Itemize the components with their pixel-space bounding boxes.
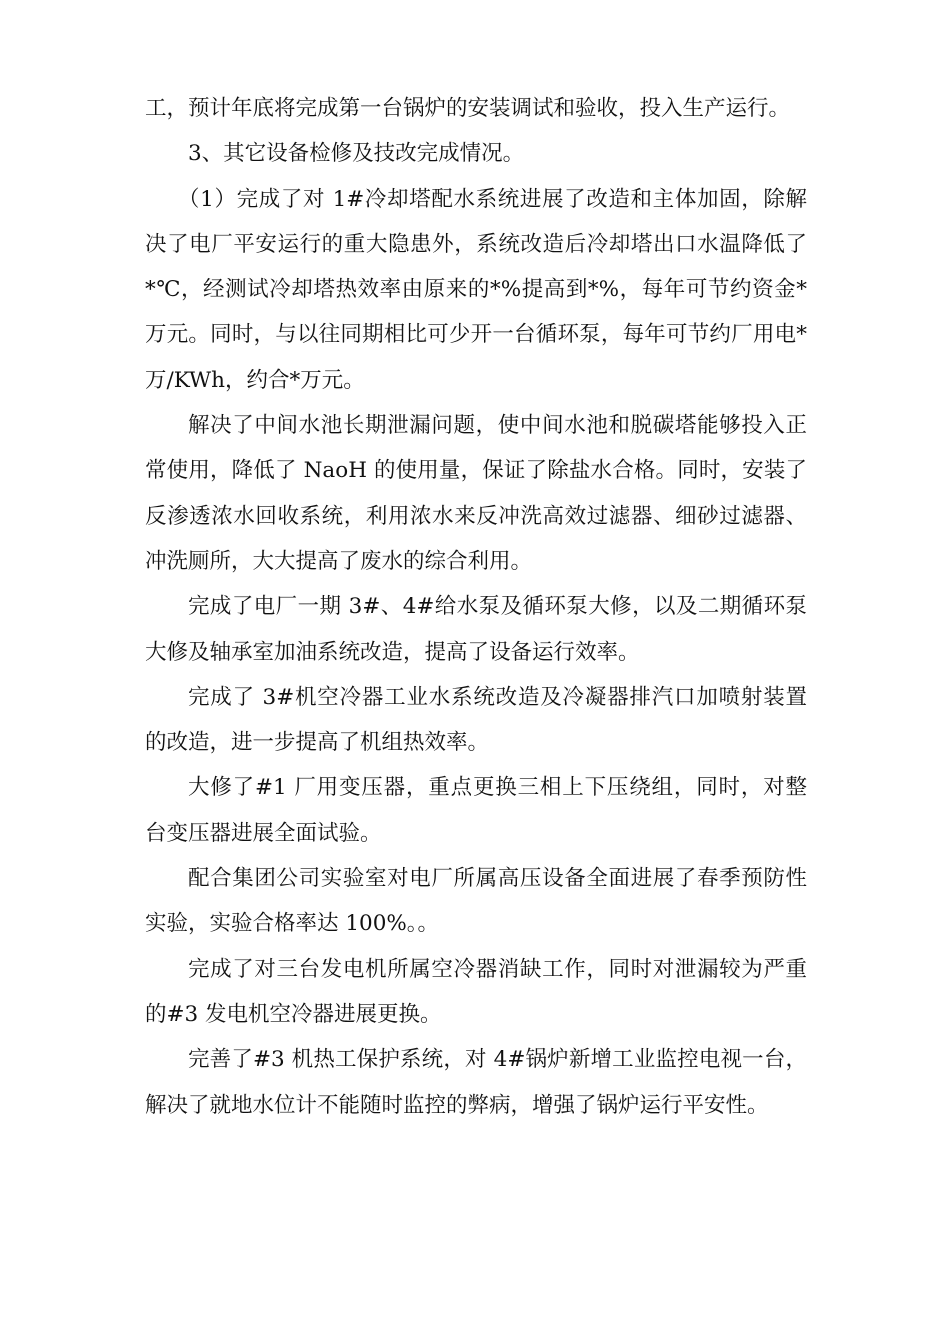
paragraph-boiler-monitoring: 完善了#3 机热工保护系统，对 4#锅炉新增工业监控电视一台，解决了就地水位计不能随时监控的弊病，增强了锅炉运行平安性。: [145, 1047, 807, 1118]
paragraph-water-pool: 解决了中间水池长期泄漏问题，使中间水池和脱碳塔能够投入正常使用，降低了 NaoH 的使用量，保证了除盐水合格。同时，安装了反渗透浓水回收系统，利用浓水来反冲洗高效过滤器、细砂过滤器、冲洗厕所，大大提高了废水的综合利用。: [145, 413, 807, 574]
paragraph-pump-overhaul: 完成了电厂一期 3#、4#给水泵及循环泵大修，以及二期循环泵大修及轴承室加油系统改造，提高了设备运行效率。: [145, 594, 807, 665]
paragraph-transformer: 大修了#1 厂用变压器，重点更换三相上下压绕组，同时，对整台变压器进展全面试验。: [145, 775, 807, 846]
paragraph-cooling-tower: （1）完成了对 1#冷却塔配水系统进展了改造和主体加固，除解决了电厂平安运行的重大隐患外，系统改造后冷却塔出口水温降低了*℃，经测试冷却塔热效率由原来的*%提高到*%，每年可节约资金*万元。同时，与以往同期相比可少开一台循环泵，每年可节约厂用电*万/KWh，约合*万元。: [145, 186, 807, 393]
paragraph-continuation: 工，预计年底将完成第一台锅炉的安装调试和验收，投入生产运行。: [145, 96, 791, 121]
section-heading: 3、其它设备检修及技改完成情况。: [188, 141, 525, 167]
paragraph-air-cooler: 完成了 3#机空冷器工业水系统改造及冷凝器排汽口加喷射装置的改造，进一步提高了机组热效率。: [145, 684, 807, 756]
paragraph-generator-cooler: 完成了对三台发电机所属空冷器消缺工作，同时对泄漏较为严重的#3 发电机空冷器进展更换。: [145, 956, 807, 1027]
document-body: [145, 86, 807, 1128]
paragraph-preventive-test: 配合集团公司实验室对电厂所属高压设备全面进展了春季预防性实验，实验合格率达 100%。。: [145, 866, 807, 937]
